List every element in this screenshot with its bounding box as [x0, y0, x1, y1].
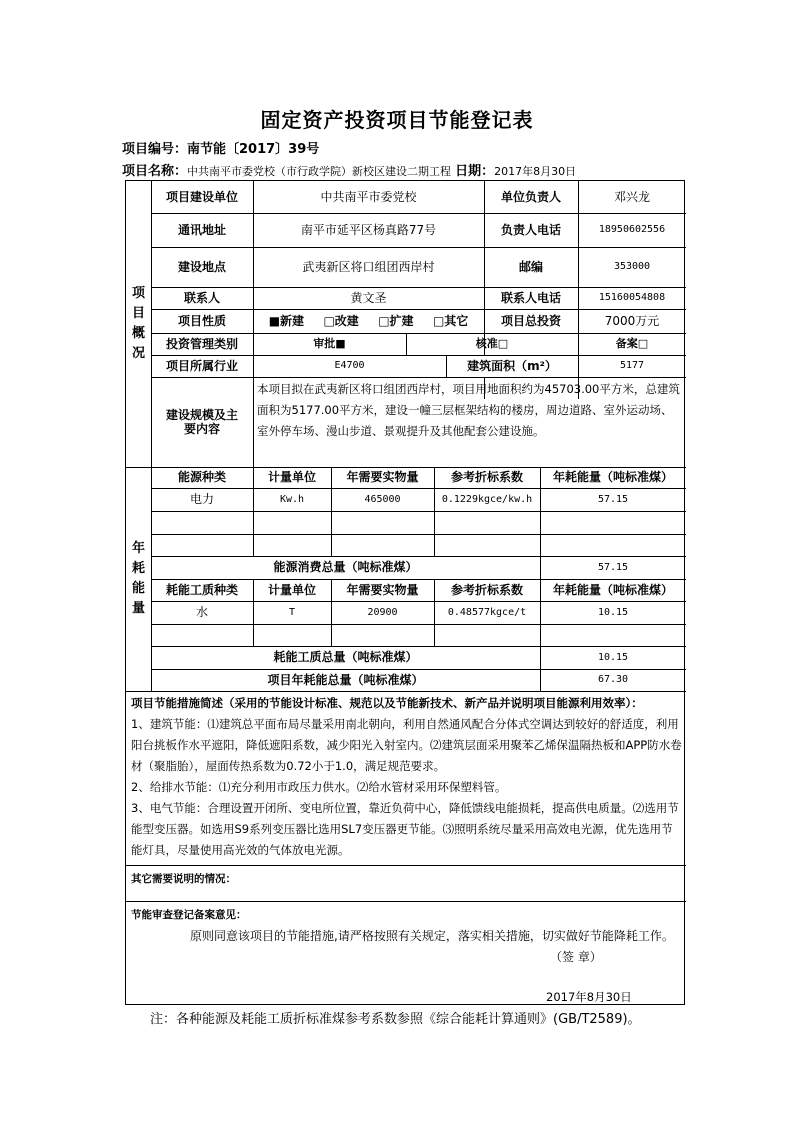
work-row-energy: 10.15 — [597, 606, 629, 618]
value-unit-leader: 邓兴龙 — [613, 189, 650, 204]
label-contact: 联系人 — [183, 290, 220, 305]
header-work-unit: 计量单位 — [267, 582, 316, 597]
review-label: 节能审查登记备案意见： — [131, 909, 247, 921]
option-rebuild: □改建 — [323, 313, 359, 328]
value-contact: 黄文圣 — [350, 290, 387, 305]
section-label-energy: 年 耗 能 量 — [131, 540, 145, 617]
date: 2017年8月30日 — [494, 165, 577, 178]
energy-row-energy: 57.15 — [597, 493, 629, 505]
value-construction-unit: 中共南平市委党校 — [320, 189, 417, 204]
work-total-label: 耗能工质总量（吨标准煤） — [273, 650, 418, 665]
annual-total-value: 67.30 — [597, 674, 629, 685]
section-label-overview: 项 目 概 况 — [131, 285, 145, 362]
label-project-nature: 项目性质 — [177, 313, 226, 328]
value-contact-phone: 15160054808 — [598, 292, 666, 303]
value-industry: E4700 — [334, 360, 365, 371]
option-verification: 核准□ — [475, 337, 509, 351]
header-conversion-factor: 参考折标系数 — [450, 470, 523, 485]
option-expand: □扩建 — [378, 313, 414, 328]
header-energy-type: 能源种类 — [177, 470, 226, 485]
label-contact-phone: 联系人电话 — [500, 290, 561, 305]
other-notes-label: 其它需要说明的情况： — [131, 873, 236, 885]
work-total-value: 10.15 — [597, 651, 629, 663]
header-work-type: 耗能工质种类 — [165, 582, 238, 597]
value-address: 南平市延平区杨真路77号 — [300, 222, 437, 237]
value-total-investment: 7000万元 — [604, 313, 660, 328]
option-filing: 备案□ — [615, 337, 649, 351]
label-construction-unit: 项目建设单位 — [165, 189, 238, 204]
measures-building: 1、建筑节能：⑴建筑总平面布局尽量采用南北朝向，利用自然通风配合分体式空调达到较好的舒适度，利用阳台挑板作水平遮阳，降低遮阳系数，减少阳光入射室内。⑵建筑层面采用聚苯乙烯保温隔热板和APP防水卷材（聚脂胎），屋面传热系数为0.72小于1.0，满足规范要求。 — [131, 717, 682, 773]
energy-row-unit: Kw.h — [279, 493, 305, 505]
value-site: 武夷新区将口组团西岸村 — [302, 259, 435, 274]
footnote: 注：各种能源及耗能工质折标准煤参考系数参照《综合能耗计算通则》(GB/T2589)。 — [150, 1012, 641, 1027]
label-address: 通讯地址 — [177, 222, 226, 237]
energy-total-label: 能源消费总量（吨标准煤） — [273, 560, 418, 575]
header-work-factor: 参考折标系数 — [450, 582, 523, 597]
label-total-investment: 项目总投资 — [500, 313, 561, 328]
work-row-quantity: 20900 — [367, 606, 398, 618]
measures-heading: 项目节能措施简述（采用的节能设计标准、规范以及节能新技术、新产品并说明项目能源利用效率）： — [131, 696, 643, 710]
energy-row-factor: 0.1229kgce/kw.h — [441, 493, 533, 505]
page-title: 固定资产投资项目节能登记表 — [260, 108, 534, 132]
annual-total-label: 项目年耗能总量（吨标准煤） — [267, 672, 424, 687]
work-row-unit: T — [288, 606, 296, 618]
label-industry: 项目所属行业 — [165, 358, 238, 373]
project-nature-options — [253, 309, 484, 333]
label-unit-leader: 单位负责人 — [500, 189, 561, 204]
value-leader-phone: 18950602556 — [598, 224, 666, 235]
project-number: 项目编号：南节能〔2017〕39号 — [122, 142, 320, 157]
label-investment-category: 投资管理类别 — [165, 336, 238, 351]
header-work-quantity: 年需要实物量 — [346, 582, 419, 597]
work-row-factor: 0.48577kgce/t — [447, 606, 527, 618]
energy-row-type: 电力 — [189, 492, 214, 507]
date-label: 日期： — [455, 164, 495, 179]
option-approval: 审批■ — [313, 337, 346, 351]
project-name: 中共南平市委党校（市行政学院）新校区建设二期工程 — [187, 165, 452, 178]
measures-water: 2、给排水节能：⑴充分利用市政压力供水。⑵给水管材采用环保塑料管。 — [131, 780, 507, 794]
label-leader-phone: 负责人电话 — [500, 222, 561, 237]
label-building-area: 建筑面积（m²） — [467, 358, 557, 373]
registration-table — [125, 180, 685, 1005]
review-seal: （签 章） — [550, 950, 602, 964]
project-name-label: 项目名称： — [122, 164, 188, 179]
value-postcode: 353000 — [613, 261, 651, 272]
label-scale-content: 建设规模及主要内容 — [165, 407, 238, 436]
header-work-energy: 年耗能量（吨标准煤） — [552, 582, 673, 597]
label-postcode: 邮编 — [518, 259, 543, 274]
option-new: ■新建 — [268, 313, 305, 328]
measures-electrical: 3、电气节能：合理设置开闭所、变电所位置，靠近负荷中心，降低馈线电能损耗，提高供电质量。⑵选用节能型变压器。如选用S9系列变压器比选用SL7变压器更节能。⑶照明系统尽量采用高效电光源，优先选用节能灯具，尽量使用高光效的气体放电光源。 — [131, 801, 679, 857]
energy-row-quantity: 465000 — [364, 493, 401, 505]
work-row-type: 水 — [195, 605, 208, 620]
value-building-area: 5177 — [619, 360, 645, 371]
header-annual-energy: 年耗能量（吨标准煤） — [552, 470, 673, 485]
review-date: 2017年8月30日 — [546, 990, 632, 1004]
value-scale-content: 本项目拟在武夷新区将口组团西岸村，项目用地面积约为45703.00平方米，总建筑面积为5177.00平方米，建设一幢三层框架结构的楼房，周边道路、室外运动场、室外停车场、漫山步道、景观提升及其他配套公建设施。 — [257, 382, 680, 438]
header-annual-quantity: 年需要实物量 — [346, 470, 419, 485]
energy-total-value: 57.15 — [597, 561, 629, 573]
project-name-line — [122, 160, 576, 179]
header-unit: 计量单位 — [267, 470, 316, 485]
label-site: 建设地点 — [177, 259, 226, 274]
option-other: □其它 — [432, 313, 469, 328]
review-opinion: 原则同意该项目的节能措施,请严格按照有关规定，落实相关措施，切实做好节能降耗工作。 — [190, 929, 674, 943]
